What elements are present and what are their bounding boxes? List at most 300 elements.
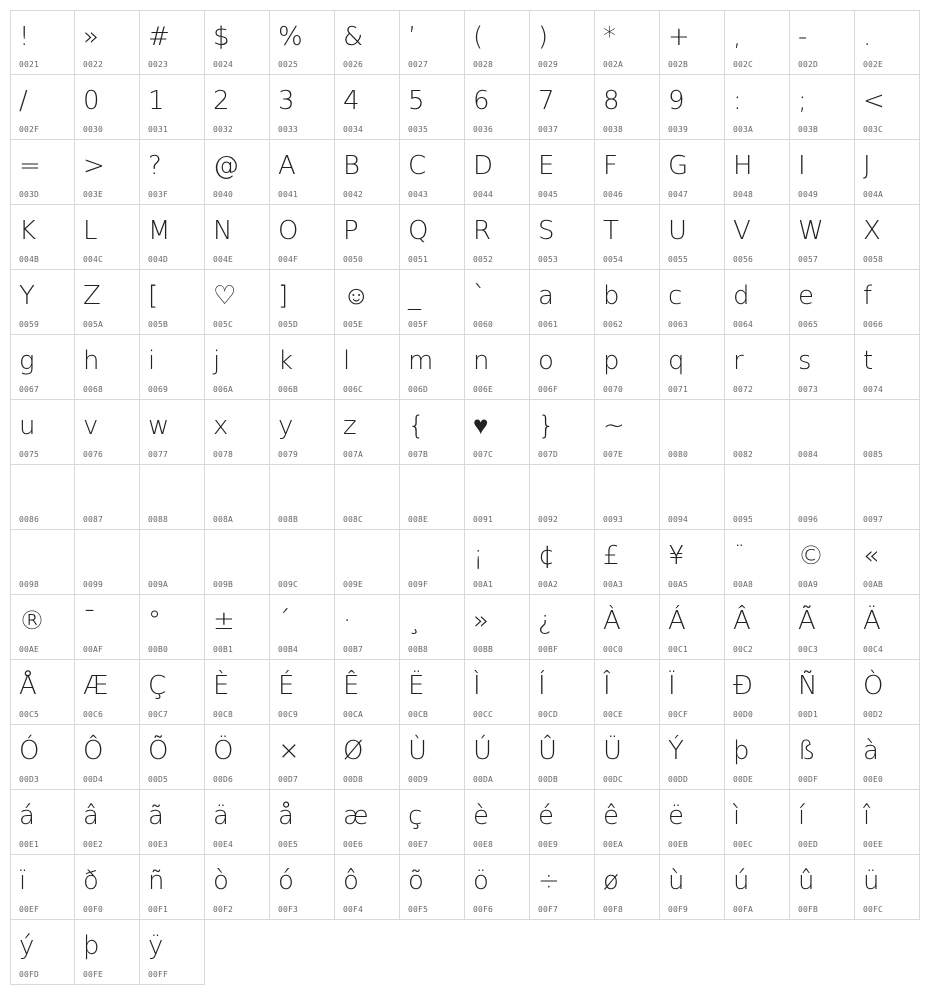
codepoint-label: 008E — [408, 515, 429, 524]
codepoint-label: 005F — [408, 320, 429, 329]
glyph-sample: ) — [538, 22, 549, 52]
codepoint-label: 00CB — [408, 710, 429, 719]
glyph-cell — [75, 400, 140, 465]
codepoint-label: 0068 — [83, 385, 104, 394]
codepoint-label: 0075 — [19, 450, 40, 459]
glyph-sample: ê — [603, 801, 619, 831]
glyph-sample: ï — [19, 866, 27, 896]
codepoint-label: 0030 — [83, 125, 104, 134]
glyph-cell — [140, 75, 205, 140]
codepoint-label: 00A2 — [538, 580, 559, 589]
glyph-sample: Ä — [863, 606, 881, 636]
glyph-grid — [10, 10, 920, 985]
codepoint-label: 0026 — [343, 60, 364, 69]
glyph-sample: U — [668, 216, 688, 246]
glyph-sample: ¸ — [408, 606, 421, 636]
glyph-sample: [ — [148, 281, 159, 311]
glyph-cell — [660, 725, 725, 790]
codepoint-label: 0091 — [473, 515, 494, 524]
glyph-sample: Ó — [19, 736, 40, 766]
codepoint-label: 0074 — [863, 385, 884, 394]
glyph-sample: 9 — [668, 86, 685, 116]
codepoint-label: 00F2 — [213, 905, 234, 914]
glyph-cell — [725, 660, 790, 725]
codepoint-label: 00E5 — [278, 840, 299, 849]
glyph-sample: Ê — [343, 671, 360, 701]
glyph-cell — [595, 10, 660, 75]
glyph-sample: c — [668, 281, 683, 311]
glyph-sample: Y — [19, 281, 35, 311]
glyph-sample: J — [863, 151, 871, 181]
codepoint-label: 00B4 — [278, 645, 299, 654]
glyph-sample: ß — [798, 736, 816, 766]
glyph-cell — [75, 530, 140, 595]
glyph-cell — [725, 75, 790, 140]
glyph-cell — [335, 10, 400, 75]
codepoint-label: 00D5 — [148, 775, 169, 784]
glyph-sample: @ — [213, 151, 239, 181]
glyph-sample: g — [19, 346, 35, 376]
glyph-sample: N — [213, 216, 233, 246]
glyph-cell — [595, 725, 660, 790]
glyph-sample: z — [343, 411, 357, 441]
glyph-cell — [595, 335, 660, 400]
glyph-sample: £ — [603, 541, 620, 571]
glyph-cell — [205, 10, 270, 75]
codepoint-label: 0062 — [603, 320, 624, 329]
glyph-sample: ó — [278, 866, 294, 896]
glyph-sample: Ù — [408, 736, 428, 766]
glyph-sample: õ — [408, 866, 424, 896]
glyph-sample: Ý — [668, 736, 684, 766]
codepoint-label: 0055 — [668, 255, 689, 264]
codepoint-label: 0035 — [408, 125, 429, 134]
glyph-sample: Í — [538, 671, 546, 701]
codepoint-label: 0025 — [278, 60, 299, 69]
glyph-sample: ô — [343, 866, 359, 896]
glyph-cell — [790, 595, 855, 660]
glyph-sample: Đ — [733, 671, 754, 701]
glyph-cell — [725, 205, 790, 270]
glyph-sample: q — [668, 346, 685, 376]
glyph-sample: Ç — [148, 671, 167, 701]
codepoint-label: 002A — [603, 60, 624, 69]
glyph-cell — [465, 140, 530, 205]
glyph-cell — [10, 725, 75, 790]
glyph-sample: Î — [603, 671, 611, 701]
codepoint-label: 00D9 — [408, 775, 429, 784]
glyph-cell — [75, 75, 140, 140]
codepoint-label: 00DD — [668, 775, 689, 784]
codepoint-label: 0046 — [603, 190, 624, 199]
glyph-cell — [660, 400, 725, 465]
glyph-cell — [725, 855, 790, 920]
glyph-cell — [10, 465, 75, 530]
glyph-cell — [75, 595, 140, 660]
glyph-sample: ð — [83, 866, 99, 896]
codepoint-label: 00B0 — [148, 645, 169, 654]
codepoint-label: 0036 — [473, 125, 494, 134]
codepoint-label: 0069 — [148, 385, 169, 394]
glyph-cell — [10, 920, 75, 985]
glyph-sample: m — [408, 346, 434, 376]
glyph-sample: k — [278, 346, 294, 376]
glyph-cell — [140, 530, 205, 595]
glyph-sample: þ — [733, 736, 750, 766]
codepoint-label: 00ED — [798, 840, 819, 849]
glyph-cell — [725, 140, 790, 205]
codepoint-label: 00C6 — [83, 710, 104, 719]
glyph-cell — [270, 10, 335, 75]
codepoint-label: 0054 — [603, 255, 624, 264]
glyph-sample: · — [343, 606, 352, 636]
glyph-cell — [855, 660, 920, 725]
glyph-cell — [530, 465, 595, 530]
glyph-cell — [75, 205, 140, 270]
glyph-sample: ¿ — [538, 606, 552, 636]
glyph-sample: « — [863, 541, 879, 571]
glyph-cell — [855, 595, 920, 660]
codepoint-label: 00C5 — [19, 710, 40, 719]
glyph-cell — [595, 660, 660, 725]
glyph-sample: b — [603, 281, 620, 311]
codepoint-label: 0072 — [733, 385, 754, 394]
glyph-cell — [530, 335, 595, 400]
glyph-sample: 6 — [473, 86, 490, 116]
glyph-cell — [465, 10, 530, 75]
glyph-cell — [270, 725, 335, 790]
glyph-sample: B — [343, 151, 361, 181]
codepoint-label: 004D — [148, 255, 169, 264]
codepoint-label: 00FC — [863, 905, 884, 914]
glyph-cell — [465, 75, 530, 140]
codepoint-label: 004F — [278, 255, 299, 264]
glyph-cell — [530, 270, 595, 335]
glyph-cell — [660, 140, 725, 205]
glyph-sample: ÿ — [148, 931, 164, 961]
glyph-cell — [530, 660, 595, 725]
glyph-cell — [855, 530, 920, 595]
codepoint-label: 00F8 — [603, 905, 624, 914]
codepoint-label: 0064 — [733, 320, 754, 329]
glyph-sample: © — [798, 541, 824, 571]
glyph-cell — [270, 335, 335, 400]
codepoint-label: 00DA — [473, 775, 494, 784]
codepoint-label: 00DE — [733, 775, 754, 784]
glyph-cell — [400, 270, 465, 335]
glyph-sample: ü — [863, 866, 880, 896]
codepoint-label: 0095 — [733, 515, 754, 524]
glyph-sample: 1 — [148, 86, 165, 116]
codepoint-label: 00CD — [538, 710, 559, 719]
glyph-cell — [205, 335, 270, 400]
codepoint-label: 005B — [148, 320, 169, 329]
glyph-cell — [790, 530, 855, 595]
glyph-sample: Q — [408, 216, 429, 246]
codepoint-label: 00D7 — [278, 775, 299, 784]
glyph-cell — [10, 855, 75, 920]
glyph-cell — [140, 465, 205, 530]
codepoint-label: 0043 — [408, 190, 429, 199]
codepoint-label: 00A3 — [603, 580, 624, 589]
glyph-cell — [205, 140, 270, 205]
glyph-cell — [595, 465, 660, 530]
glyph-cell — [10, 530, 75, 595]
glyph-cell — [335, 530, 400, 595]
glyph-cell — [75, 660, 140, 725]
glyph-cell — [10, 270, 75, 335]
codepoint-label: 00AE — [19, 645, 40, 654]
codepoint-label: 00D3 — [19, 775, 40, 784]
glyph-cell — [660, 205, 725, 270]
codepoint-label: 0063 — [668, 320, 689, 329]
glyph-sample: ♡ — [213, 281, 237, 311]
glyph-cell — [530, 10, 595, 75]
codepoint-label: 007C — [473, 450, 494, 459]
glyph-sample: Ú — [473, 736, 493, 766]
glyph-cell — [400, 465, 465, 530]
glyph-cell — [335, 595, 400, 660]
glyph-cell — [75, 335, 140, 400]
codepoint-label: 003D — [19, 190, 40, 199]
glyph-sample: À — [603, 606, 621, 636]
glyph-sample: þ — [83, 931, 100, 961]
glyph-sample: X — [863, 216, 881, 246]
codepoint-label: 0056 — [733, 255, 754, 264]
glyph-sample: - — [798, 22, 808, 52]
codepoint-label: 00EF — [19, 905, 40, 914]
glyph-sample: h — [83, 346, 100, 376]
glyph-cell — [140, 790, 205, 855]
glyph-sample: l — [343, 346, 351, 376]
glyph-sample: 4 — [343, 86, 360, 116]
glyph-cell — [335, 140, 400, 205]
glyph-cell — [595, 855, 660, 920]
codepoint-label: 00F4 — [343, 905, 364, 914]
glyph-cell — [335, 75, 400, 140]
codepoint-label: 0093 — [603, 515, 624, 524]
glyph-cell — [205, 75, 270, 140]
codepoint-label: 00BF — [538, 645, 559, 654]
codepoint-label: 0038 — [603, 125, 624, 134]
glyph-cell — [75, 920, 140, 985]
glyph-sample: y — [278, 411, 294, 441]
codepoint-label: 003F — [148, 190, 169, 199]
codepoint-label: 0059 — [19, 320, 40, 329]
glyph-cell — [855, 790, 920, 855]
codepoint-label: 005C — [213, 320, 234, 329]
codepoint-label: 0037 — [538, 125, 559, 134]
codepoint-label: 00C2 — [733, 645, 754, 654]
glyph-sample: ~ — [603, 411, 625, 441]
codepoint-label: 0051 — [408, 255, 429, 264]
glyph-cell — [140, 335, 205, 400]
codepoint-label: 006C — [343, 385, 364, 394]
codepoint-label: 00E4 — [213, 840, 234, 849]
glyph-cell — [660, 75, 725, 140]
glyph-sample: K — [19, 216, 37, 246]
glyph-sample: Ü — [603, 736, 623, 766]
codepoint-label: 00E2 — [83, 840, 104, 849]
codepoint-label: 0096 — [798, 515, 819, 524]
glyph-cell — [270, 75, 335, 140]
glyph-cell — [660, 660, 725, 725]
glyph-cell — [725, 335, 790, 400]
glyph-cell — [660, 530, 725, 595]
codepoint-label: 00F9 — [668, 905, 689, 914]
glyph-sample: F — [603, 151, 618, 181]
codepoint-label: 00D8 — [343, 775, 364, 784]
glyph-cell — [140, 855, 205, 920]
codepoint-label: 0065 — [798, 320, 819, 329]
glyph-sample: / — [19, 86, 28, 116]
glyph-sample: v — [83, 411, 99, 441]
codepoint-label: 00CC — [473, 710, 494, 719]
glyph-sample: Å — [19, 671, 37, 701]
glyph-cell — [530, 855, 595, 920]
glyph-sample: I — [798, 151, 806, 181]
glyph-sample: n — [473, 346, 490, 376]
glyph-sample: ] — [278, 281, 289, 311]
glyph-cell — [465, 335, 530, 400]
glyph-cell — [855, 270, 920, 335]
glyph-cell — [10, 595, 75, 660]
glyph-cell — [75, 725, 140, 790]
glyph-cell — [10, 140, 75, 205]
codepoint-label: 0045 — [538, 190, 559, 199]
glyph-cell — [205, 595, 270, 660]
glyph-cell — [725, 725, 790, 790]
codepoint-label: 0071 — [668, 385, 689, 394]
codepoint-label: 007E — [603, 450, 624, 459]
glyph-cell — [725, 595, 790, 660]
codepoint-label: 00A8 — [733, 580, 754, 589]
glyph-cell — [660, 595, 725, 660]
glyph-sample: Ñ — [798, 671, 818, 701]
codepoint-label: 00AB — [863, 580, 884, 589]
codepoint-label: 00F5 — [408, 905, 429, 914]
glyph-sample: ´ — [278, 606, 291, 636]
codepoint-label: 0088 — [148, 515, 169, 524]
glyph-sample: r — [733, 346, 744, 376]
glyph-cell — [790, 400, 855, 465]
codepoint-label: 007A — [343, 450, 364, 459]
glyph-cell — [270, 400, 335, 465]
glyph-cell — [335, 855, 400, 920]
glyph-sample: 8 — [603, 86, 620, 116]
codepoint-label: 00EB — [668, 840, 689, 849]
codepoint-label: 0086 — [19, 515, 40, 524]
codepoint-label: 0034 — [343, 125, 364, 134]
glyph-sample: ç — [408, 801, 423, 831]
glyph-cell — [270, 270, 335, 335]
glyph-sample: } — [538, 411, 555, 441]
glyph-sample: < — [863, 86, 885, 116]
codepoint-label: 0097 — [863, 515, 884, 524]
glyph-cell — [205, 855, 270, 920]
glyph-sample: ì — [733, 801, 741, 831]
glyph-cell — [205, 725, 270, 790]
glyph-cell — [530, 790, 595, 855]
codepoint-label: 0094 — [668, 515, 689, 524]
glyph-sample: . — [863, 22, 872, 52]
codepoint-label: 007D — [538, 450, 559, 459]
glyph-cell — [660, 335, 725, 400]
codepoint-label: 009A — [148, 580, 169, 589]
glyph-cell — [400, 790, 465, 855]
glyph-cell — [855, 335, 920, 400]
glyph-sample: T — [603, 216, 619, 246]
glyph-cell — [790, 205, 855, 270]
glyph-sample: è — [473, 801, 489, 831]
codepoint-label: 00B8 — [408, 645, 429, 654]
glyph-cell — [595, 790, 660, 855]
codepoint-label: 006A — [213, 385, 234, 394]
codepoint-label: 0027 — [408, 60, 429, 69]
glyph-cell — [660, 855, 725, 920]
codepoint-label: 0024 — [213, 60, 234, 69]
codepoint-label: 00F0 — [83, 905, 104, 914]
codepoint-label: 0029 — [538, 60, 559, 69]
codepoint-label: 0042 — [343, 190, 364, 199]
glyph-sample: w — [148, 411, 170, 441]
glyph-sample: Â — [733, 606, 751, 636]
glyph-cell — [10, 75, 75, 140]
glyph-sample: ò — [213, 866, 229, 896]
codepoint-label: 00FE — [83, 970, 104, 979]
glyph-sample: å — [278, 801, 294, 831]
codepoint-label: 0058 — [863, 255, 884, 264]
glyph-sample: á — [19, 801, 35, 831]
glyph-cell — [335, 335, 400, 400]
glyph-cell — [270, 660, 335, 725]
codepoint-label: 00DF — [798, 775, 819, 784]
glyph-cell — [725, 400, 790, 465]
glyph-cell — [400, 10, 465, 75]
glyph-cell — [400, 140, 465, 205]
glyph-cell — [140, 205, 205, 270]
glyph-sample: p — [603, 346, 620, 376]
glyph-sample: ` — [473, 281, 486, 311]
glyph-sample: ¨ — [733, 541, 746, 571]
codepoint-label: 00BB — [473, 645, 494, 654]
codepoint-label: 00D0 — [733, 710, 754, 719]
codepoint-label: 0041 — [278, 190, 299, 199]
glyph-sample: R — [473, 216, 492, 246]
glyph-sample: ♥ — [473, 411, 489, 441]
glyph-cell — [465, 530, 530, 595]
glyph-cell — [660, 465, 725, 530]
glyph-sample: & — [343, 22, 364, 52]
codepoint-label: 005E — [343, 320, 364, 329]
glyph-cell — [335, 660, 400, 725]
glyph-cell — [660, 790, 725, 855]
glyph-sample: o — [538, 346, 554, 376]
glyph-cell — [10, 400, 75, 465]
glyph-sample: Ã — [798, 606, 816, 636]
codepoint-label: 005D — [278, 320, 299, 329]
codepoint-label: 009E — [343, 580, 364, 589]
glyph-sample: ® — [19, 606, 45, 636]
glyph-sample: 5 — [408, 86, 425, 116]
glyph-cell — [790, 10, 855, 75]
glyph-cell — [75, 270, 140, 335]
glyph-cell — [855, 75, 920, 140]
glyph-sample: A — [278, 151, 296, 181]
glyph-sample: u — [19, 411, 36, 441]
glyph-sample: í — [798, 801, 806, 831]
codepoint-label: 002E — [863, 60, 884, 69]
